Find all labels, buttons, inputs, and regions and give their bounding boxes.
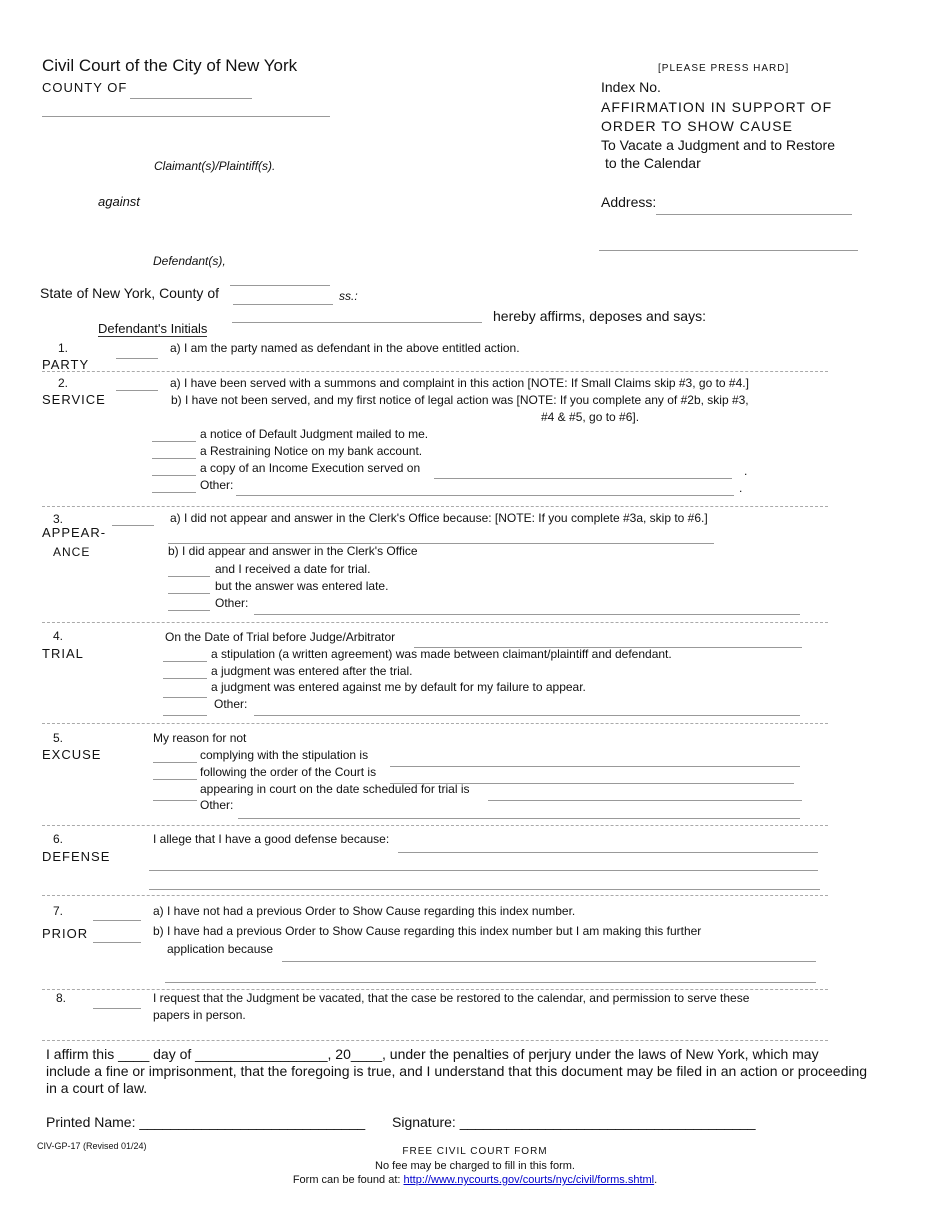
county-field-2[interactable] <box>42 116 330 117</box>
s3-label-1: APPEAR- <box>42 525 107 540</box>
s2b-opt2-initials[interactable] <box>152 458 196 459</box>
s2b-opt4-text: Other: <box>200 478 234 492</box>
s3b-opt2-initials[interactable] <box>168 593 210 594</box>
s7-number: 7. <box>53 904 64 918</box>
s4-opt4-initials[interactable] <box>163 715 207 716</box>
found-at-period: . <box>654 1174 658 1186</box>
s7b-text-cont: application because <box>167 942 274 956</box>
s8-text-1: I request that the Judgment be vacated, that the case be restored to the calendar, and permission to serve these <box>153 991 750 1005</box>
form-subtitle-line2: to the Calendar <box>605 155 701 171</box>
state-county-label: State of New York, County of <box>40 285 219 301</box>
s4-label: TRIAL <box>42 646 84 661</box>
s4-intro: On the Date of Trial before Judge/Arbitrator <box>165 630 396 644</box>
s2b-opt3-text: a copy of an Income Execution served on <box>200 461 421 475</box>
s5-opt4-text: Other: <box>200 798 234 812</box>
s6-text: I allege that I have a good defense because: <box>153 832 390 846</box>
s1a-initials[interactable] <box>116 358 158 359</box>
s4-opt3-text: a judgment was entered against me by default for my failure to appear. <box>211 680 586 694</box>
divider <box>42 622 828 623</box>
free-form-label: FREE CIVIL COURT FORM <box>402 1146 548 1157</box>
s6-label: DEFENSE <box>42 849 111 864</box>
against-label: against <box>98 194 140 209</box>
s2b-opt4-field[interactable] <box>236 495 734 496</box>
no-fee-label: No fee may be charged to fill in this form. <box>375 1160 575 1172</box>
s5-opt2-text: following the order of the Court is <box>200 765 377 779</box>
claimants-label: Claimant(s)/Plaintiff(s). <box>154 159 276 173</box>
divider <box>42 371 828 372</box>
s4-opt1-text: a stipulation (a written agreement) was made between claimant/plaintiff and defendant. <box>211 647 672 661</box>
s2-label: SERVICE <box>42 392 106 407</box>
affiant-name-field[interactable] <box>232 322 482 323</box>
s5-opt1-text: complying with the stipulation is <box>200 748 369 762</box>
s6-number: 6. <box>53 832 64 846</box>
form-subtitle-line1: To Vacate a Judgment and to Restore <box>601 137 835 153</box>
s4-opt2-text: a judgment was entered after the trial. <box>211 664 413 678</box>
s8-number: 8. <box>56 991 67 1005</box>
s7-label: PRIOR <box>42 926 89 941</box>
divider <box>42 825 828 826</box>
address-field-2[interactable] <box>599 250 858 251</box>
s7b-reason-field-1[interactable] <box>282 961 816 962</box>
s4-opt1-initials[interactable] <box>163 661 207 662</box>
county-label: COUNTY OF <box>42 80 128 95</box>
affirms-statement: hereby affirms, deposes and says: <box>493 308 706 324</box>
s5-opt3-text: appearing in court on the date scheduled for trial is <box>200 782 470 796</box>
s2b-opt4-dot: . <box>739 481 743 495</box>
s3b-opt2-text: but the answer was entered late. <box>215 579 389 593</box>
s4-opt3-initials[interactable] <box>163 697 207 698</box>
s8-text-2: papers in person. <box>153 1008 246 1022</box>
s2b-opt3-initials[interactable] <box>152 475 196 476</box>
address-label: Address: <box>601 194 657 210</box>
s1-label: PARTY <box>42 357 90 372</box>
divider <box>42 506 828 507</box>
s2b-opt3-dot: . <box>744 464 748 478</box>
s2b-text: b) I have not been served, and my first notice of legal action was [NOTE: If you complete any of #2b, skip #3, <box>171 393 749 407</box>
s6-defense-field-3[interactable] <box>149 889 820 890</box>
s1a-text: a) I am the party named as defendant in the above entitled action. <box>170 341 520 355</box>
s1-number: 1. <box>58 341 69 355</box>
press-hard-note: [PLEASE PRESS HARD] <box>658 63 790 74</box>
affirmation-line-3: in a court of law. <box>46 1080 148 1096</box>
s5-opt4-field[interactable] <box>238 818 800 819</box>
form-code: CIV-GP-17 (Revised 01/24) <box>37 1141 147 1151</box>
s3-label-2: ANCE <box>53 545 91 559</box>
defendant-field[interactable] <box>230 285 330 286</box>
form-title-line1: AFFIRMATION IN SUPPORT OF <box>601 99 833 115</box>
s5-opt3-initials[interactable] <box>153 800 197 801</box>
s2b-opt3-field[interactable] <box>434 478 732 479</box>
s2b-opt1-initials[interactable] <box>152 441 196 442</box>
index-no-label: Index No. <box>601 79 661 95</box>
s5-opt2-initials[interactable] <box>153 779 197 780</box>
divider <box>42 1040 828 1041</box>
signature-field[interactable]: Signature: ______________________________________ <box>392 1114 756 1130</box>
form-location <box>0 1174 950 1186</box>
s5-opt1-field[interactable] <box>390 766 800 767</box>
divider <box>42 895 828 896</box>
s2b-opt2-text: a Restraining Notice on my bank account. <box>200 444 423 458</box>
s5-opt1-initials[interactable] <box>153 762 197 763</box>
printed-name-field[interactable]: Printed Name: _____________________________ <box>46 1114 366 1130</box>
s5-label: EXCUSE <box>42 747 102 762</box>
s5-number: 5. <box>53 731 64 745</box>
venue-county-field[interactable] <box>233 304 333 305</box>
initials-header: Defendant's Initials <box>98 321 208 336</box>
forms-link[interactable]: http://www.nycourts.gov/courts/nyc/civil/forms.shtml <box>403 1174 655 1186</box>
divider <box>42 723 828 724</box>
s3b-opt3-field[interactable] <box>254 614 800 615</box>
s3a-initials[interactable] <box>112 525 154 526</box>
affirmation-line-2: include a fine or imprisonment, that the foregoing is true, and I understand that this document may be filed in an action or proceeding <box>46 1063 868 1079</box>
s5-opt3-field[interactable] <box>488 800 802 801</box>
s2b-text-cont: #4 & #5, go to #6]. <box>541 410 640 424</box>
s3b-opt3-text: Other: <box>215 596 249 610</box>
s2a-text: a) I have been served with a summons and complaint in this action [NOTE: If Small Claims skip #3, go to #4.] <box>170 376 749 390</box>
s2b-opt1-text: a notice of Default Judgment mailed to me. <box>200 427 429 441</box>
form-title-line2: ORDER TO SHOW CAUSE <box>601 118 793 134</box>
s8-initials[interactable] <box>93 1008 141 1009</box>
s4-opt4-field[interactable] <box>254 715 800 716</box>
s4-opt2-initials[interactable] <box>163 678 207 679</box>
s2b-opt4-initials[interactable] <box>152 492 196 493</box>
s3-number: 3. <box>53 512 64 526</box>
s4-number: 4. <box>53 629 64 643</box>
s7b-initials[interactable] <box>93 942 141 943</box>
s6-defense-field-1[interactable] <box>398 852 818 853</box>
s7a-text: a) I have not had a previous Order to Show Cause regarding this index number. <box>153 904 576 918</box>
county-field[interactable] <box>130 98 252 99</box>
affirmation-line-1: I affirm this ____ day of _________________, 20____, under the penalties of perjury under the laws of New York, which may <box>46 1046 819 1062</box>
s3b-opt3-initials[interactable] <box>168 610 210 611</box>
found-at-label: Form can be found at: <box>292 1174 404 1186</box>
s4-opt4-text: Other: <box>214 697 248 711</box>
s3a-text: a) I did not appear and answer in the Clerk's Office because: [NOTE: If you complete #3a, skip to #6.] <box>170 511 708 525</box>
defendants-label: Defendant(s), <box>153 254 226 268</box>
address-field[interactable] <box>656 214 852 215</box>
s2-number: 2. <box>58 376 69 390</box>
s3b-opt1-initials[interactable] <box>168 576 210 577</box>
s7b-reason-field-2[interactable] <box>165 982 816 983</box>
ss-label: ss.: <box>339 289 358 303</box>
s7b-text: b) I have had a previous Order to Show Cause regarding this index number but I am making this further <box>153 924 702 938</box>
court-title: Civil Court of the City of New York <box>42 56 298 75</box>
s7a-initials[interactable] <box>93 920 141 921</box>
s6-defense-field-2[interactable] <box>149 870 818 871</box>
s5-intro: My reason for not <box>153 731 247 745</box>
s3b-text: b) I did appear and answer in the Clerk's Office <box>168 544 418 558</box>
s2a-initials[interactable] <box>116 390 158 391</box>
divider <box>42 989 828 990</box>
s3b-opt1-text: and I received a date for trial. <box>215 562 371 576</box>
